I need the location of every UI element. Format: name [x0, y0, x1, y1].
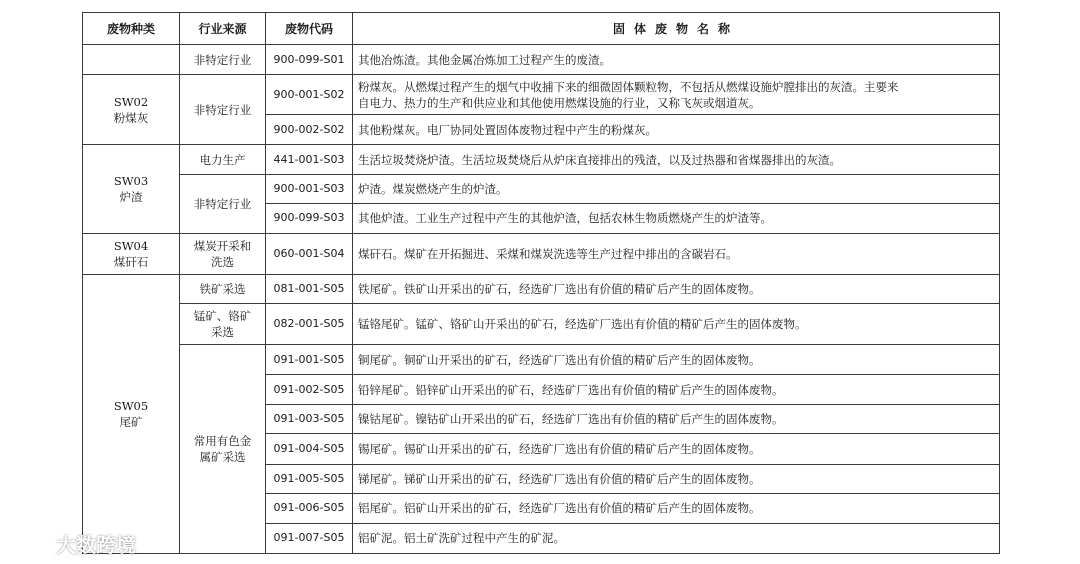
- code-cell: 900-001-S02: [266, 75, 353, 115]
- category-name: 尾矿: [119, 414, 143, 429]
- name-cell: 锑尾矿。锑矿山开采出的矿石，经选矿厂选出有价值的精矿后产生的固体废物。: [353, 464, 1000, 493]
- table-row: [83, 145, 1000, 174]
- header-name: 固体废物名称: [353, 13, 1000, 45]
- industry-cell: [180, 233, 266, 274]
- code-cell: 091-001-S05: [266, 345, 353, 375]
- logo-icon: [6, 530, 52, 556]
- industry-line: 采选: [211, 325, 234, 340]
- industry-cell: 非特定行业: [180, 174, 266, 233]
- code-cell: 900-099-S01: [266, 45, 353, 75]
- name-cell: 其他粉煤灰。电厂协同处置固体废物过程中产生的粉煤灰。: [353, 115, 1000, 145]
- table-row: [83, 45, 1000, 75]
- table-row: [83, 345, 1000, 375]
- name-cell: 生活垃圾焚烧炉渣。生活垃圾焚烧后从炉床直接排出的残渣，以及过热器和省煤器排出的灰渣。: [353, 145, 1000, 174]
- industry-cell: 非特定行业: [180, 45, 266, 75]
- category-cell: [83, 274, 180, 553]
- name-cell: 其他冶炼渣。其他金属冶炼加工过程产生的废渣。: [353, 45, 1000, 75]
- name-cell: 铁尾矿。铁矿山开采出的矿石，经选矿厂选出有价值的精矿后产生的固体废物。: [353, 274, 1000, 303]
- header-category: 废物种类: [83, 13, 180, 45]
- name-cell: 铜尾矿。铜矿山开采出的矿石，经选矿厂选出有价值的精矿后产生的固体废物。: [353, 345, 1000, 375]
- table-row: [83, 75, 1000, 115]
- name-cell: 镍钴尾矿。镍钴矿山开采出的矿石，经选矿厂选出有价值的精矿后产生的固体废物。: [353, 405, 1000, 434]
- header-code: 废物代码: [266, 13, 353, 45]
- industry-cell: 电力生产: [180, 145, 266, 174]
- industry-line: 锰矿、铬矿: [193, 309, 252, 324]
- name-cell: 炉渣。煤炭燃烧产生的炉渣。: [353, 174, 1000, 203]
- category-cell: [83, 233, 180, 274]
- category-code: SW02: [113, 94, 149, 109]
- code-cell: 091-007-S05: [266, 523, 353, 553]
- category-code: SW03: [113, 174, 149, 189]
- name-cell: 铅锌尾矿。铅锌矿山开采出的矿石，经选矿厂选出有价值的精矿后产生的固体废物。: [353, 375, 1000, 405]
- industry-line: 煤炭开采和: [193, 238, 252, 253]
- industry-cell: 铁矿采选: [180, 274, 266, 303]
- industry-cell: [180, 304, 266, 345]
- name-cell: 煤矸石。煤矿在开拓掘进、采煤和煤炭洗选等生产过程中排出的含碳岩石。: [353, 233, 1000, 274]
- header-industry: 行业来源: [180, 13, 266, 45]
- name-line: 粉煤灰。从燃煤过程产生的烟气中收捕下来的细微固体颗粒物，不包括从燃煤设施炉膛排出的灰渣。主要来: [358, 79, 899, 94]
- name-cell: 其他炉渣。工业生产过程中产生的其他炉渣，包括农林生物质燃烧产生的炉渣等。: [353, 203, 1000, 233]
- code-cell: 091-006-S05: [266, 493, 353, 523]
- code-cell: 900-001-S03: [266, 174, 353, 203]
- category-name: 粉煤灰: [113, 110, 149, 125]
- category-code: SW04: [113, 238, 149, 253]
- category-name: 炉渣: [119, 190, 143, 205]
- table-header-row: [83, 13, 1000, 45]
- category-code: SW05: [113, 398, 149, 413]
- code-cell: 900-099-S03: [266, 203, 353, 233]
- industry-cell: [180, 345, 266, 554]
- table-row: [83, 274, 1000, 303]
- name-line: 自电力、热力的生产和供应业和其他使用燃煤设施的行业，又称飞灰或烟道灰。: [358, 95, 761, 110]
- code-cell: 091-002-S05: [266, 375, 353, 405]
- solid-waste-table: [82, 12, 1000, 554]
- category-cell: [83, 75, 180, 145]
- table-row: [83, 304, 1000, 345]
- category-cell: [83, 45, 180, 75]
- name-cell: 锡尾矿。锡矿山开采出的矿石，经选矿厂选出有价值的精矿后产生的固体废物。: [353, 434, 1000, 464]
- code-cell: 091-004-S05: [266, 434, 353, 464]
- name-cell: 铝尾矿。铝矿山开采出的矿石，经选矿厂选出有价值的精矿后产生的固体废物。: [353, 493, 1000, 523]
- industry-cell: 非特定行业: [180, 75, 266, 145]
- code-cell: 081-001-S05: [266, 274, 353, 303]
- code-cell: 441-001-S03: [266, 145, 353, 174]
- watermark-text: 大数跨境: [56, 532, 136, 557]
- industry-line: 洗选: [211, 254, 234, 269]
- code-cell: 900-002-S02: [266, 115, 353, 145]
- category-name: 煤矸石: [113, 254, 149, 269]
- watermark: [6, 528, 136, 558]
- code-cell: 091-005-S05: [266, 464, 353, 493]
- code-cell: 060-001-S04: [266, 233, 353, 274]
- table-row: [83, 174, 1000, 203]
- industry-line: 常用有色金: [193, 434, 252, 449]
- industry-line: 属矿采选: [199, 450, 246, 465]
- name-cell: 铝矿泥。铝土矿洗矿过程中产生的矿泥。: [353, 523, 1000, 553]
- code-cell: 082-001-S05: [266, 304, 353, 345]
- code-cell: 091-003-S05: [266, 405, 353, 434]
- category-cell: [83, 145, 180, 233]
- name-cell: 锰铬尾矿。锰矿、铬矿山开采出的矿石，经选矿厂选出有价值的精矿后产生的固体废物。: [353, 304, 1000, 345]
- table-row: [83, 233, 1000, 274]
- name-cell: [353, 75, 1000, 115]
